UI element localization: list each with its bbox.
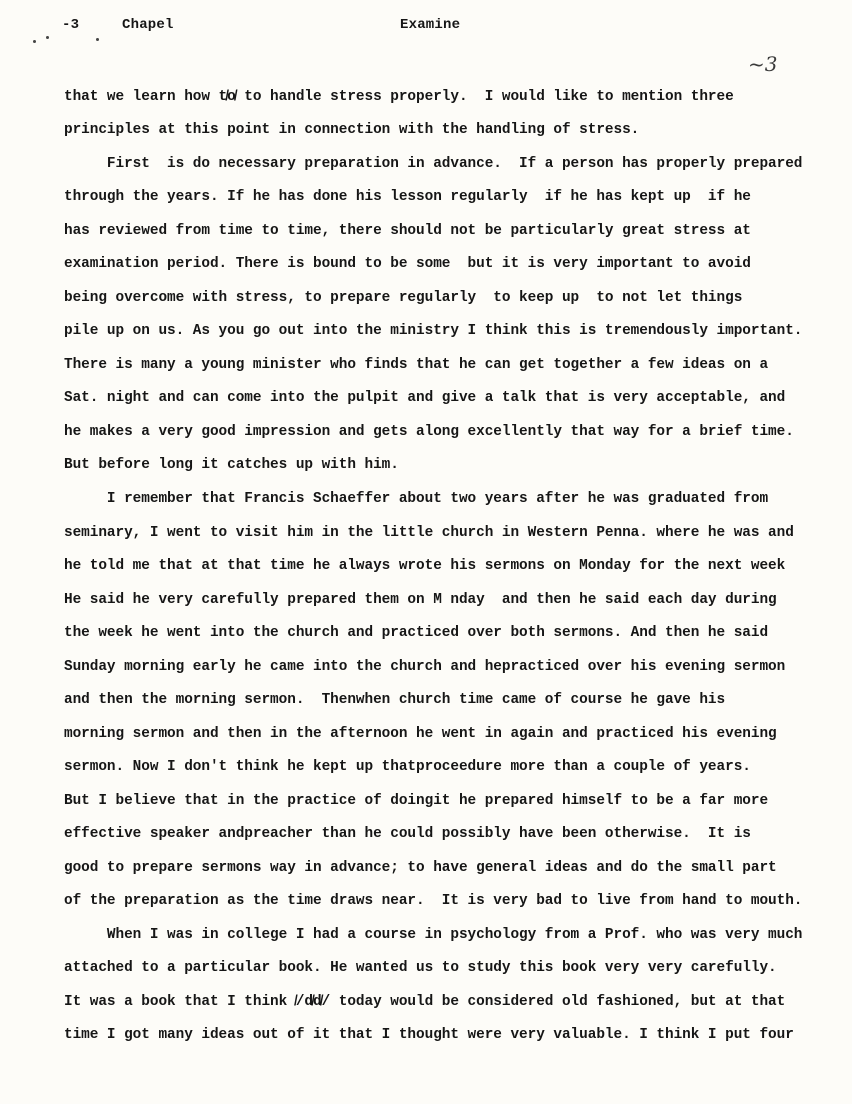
text-line: Sat. night and can come into the pulpit and give a talk that is very acceptable, and	[64, 390, 786, 406]
text-line: But before long it catches up with him.	[64, 457, 399, 473]
text-line: attached to a particular book. He wanted us to study this book very very carefully.	[64, 960, 777, 976]
text-line: First is do necessary preparation in advance. If a person has properly prepared	[64, 156, 803, 172]
ink-speck	[33, 40, 36, 43]
text-line: he told me that at that time he always wrote his sermons on Monday for the next week	[64, 558, 786, 574]
text-line: time I got many ideas out of it that I thought were very valuable. I think I put four	[64, 1027, 794, 1043]
text-line: I remember that Francis Schaeffer about two years after he was graduated from	[64, 491, 769, 507]
text-line: effective speaker andpreacher than he could possibly have been otherwise. It is	[64, 826, 751, 842]
text-line: Sunday morning early he came into the church and hepracticed over his evening sermon	[64, 659, 786, 675]
text-line: of the preparation as the time draws near. It is very bad to live from hand to mouth.	[64, 893, 803, 909]
text-line: morning sermon and then in the afternoon he went in again and practiced his evening	[64, 726, 777, 742]
ink-speck	[96, 38, 99, 41]
header-left-title: Chapel	[122, 17, 174, 33]
ink-speck	[46, 36, 49, 39]
text-line: There is many a young minister who finds that he can get together a few ideas on a	[64, 357, 769, 373]
text-line: the week he went into the church and practiced over both sermons. And then he said	[64, 625, 769, 641]
text-line: It was a book that I think ̸/d̸d̸/ today would be considered old fashioned, but at that	[64, 994, 786, 1010]
text-line: When I was in college I had a course in psychology from a Prof. who was very much	[64, 927, 803, 943]
text-line: sermon. Now I don't think he kept up thatproceedure more than a couple of years.	[64, 759, 751, 775]
page-number: -3	[62, 17, 80, 33]
text-line: that we learn how t̸o̸ to handle stress properly. I would like to mention three	[64, 89, 734, 105]
text-line: and then the morning sermon. Thenwhen church time came of course he gave his	[64, 692, 726, 708]
text-line: he makes a very good impression and gets along excellently that way for a brief time.	[64, 424, 794, 440]
text-line: seminary, I went to visit him in the little church in Western Penna. where he was and	[64, 525, 794, 541]
text-line: being overcome with stress, to prepare regularly to keep up to not let things	[64, 290, 743, 306]
text-line: But I believe that in the practice of doingit he prepared himself to be a far more	[64, 793, 769, 809]
text-line: principles at this point in connection with the handling of stress.	[64, 122, 640, 138]
text-line: pile up on us. As you go out into the ministry I think this is tremendously important.	[64, 323, 803, 339]
handwritten-page-number: ~3	[748, 52, 778, 76]
text-line: has reviewed from time to time, there should not be particularly great stress at	[64, 223, 751, 239]
text-line: good to prepare sermons way in advance; to have general ideas and do the small part	[64, 860, 777, 876]
text-line: through the years. If he has done his lesson regularly if he has kept up if he	[64, 189, 751, 205]
text-line: He said he very carefully prepared them on M nday and then he said each day during	[64, 592, 777, 608]
header-center-title: Examine	[400, 17, 461, 33]
text-line: examination period. There is bound to be some but it is very important to avoid	[64, 256, 751, 272]
